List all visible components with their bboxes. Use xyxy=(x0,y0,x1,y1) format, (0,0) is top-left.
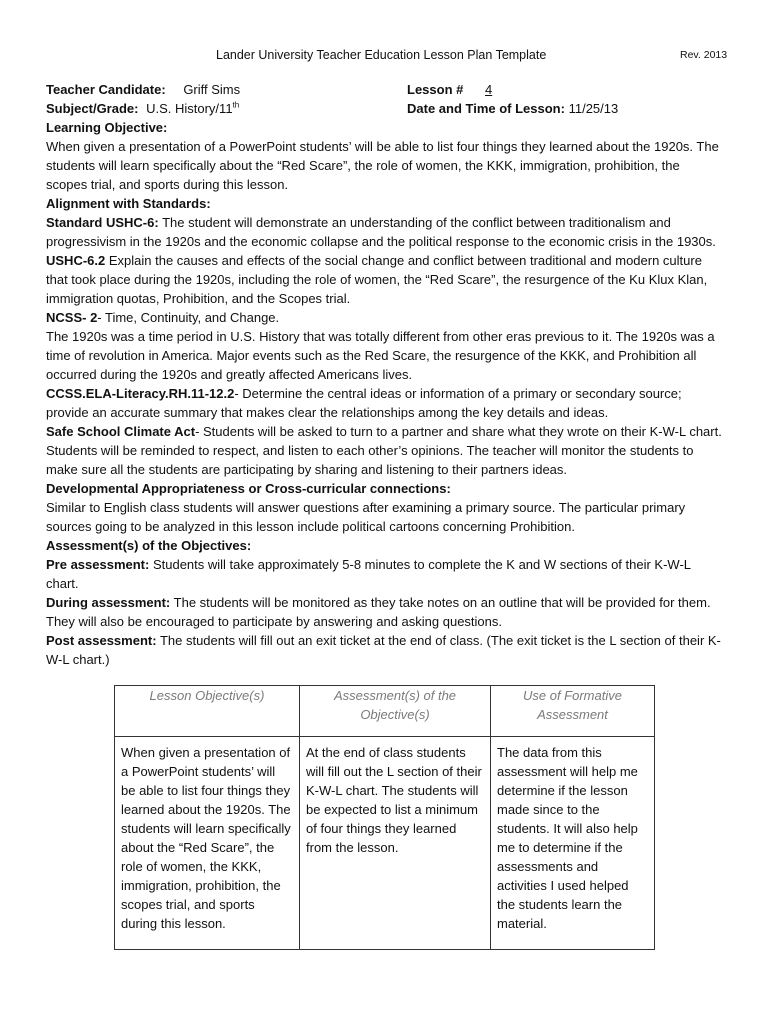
table-header-row xyxy=(115,686,655,737)
grade-suffix: th xyxy=(232,100,240,110)
objective-text: When given a presentation of a PowerPoint students’ will be able to list four things they learned about the 1920s. The students will learn specifically about the “Red Scare”, the role of women, the KKK, immigration, prohibition, the scopes trial, and sports during this lesson. xyxy=(46,139,719,192)
document-title: Lander University Teacher Education Lesson Plan Template xyxy=(216,48,547,62)
table-row xyxy=(115,737,655,950)
standard-text: - Determine the central ideas or information of a primary or secondary source; provide an accurate summary that makes clear the relationships among the key details and ideas. xyxy=(46,386,682,420)
post-assessment xyxy=(46,631,722,669)
standard-ccss xyxy=(46,384,722,422)
standard-text: Explain the causes and effects of the social change and conflict between traditional and modern culture that took place during the 1920s, including the role of women, the “Red Scare”, the resurgence of the Ku Klux Klan, immigration quotas, Prohibition, and the Scopes trial. xyxy=(46,253,708,306)
assessment-heading: Assessment(s) of the Objectives: xyxy=(46,538,252,553)
during-assessment-label: During assessment: xyxy=(46,595,171,610)
teacher-label: Teacher Candidate: xyxy=(46,82,166,97)
standard-ushc-6 xyxy=(46,213,722,251)
during-assessment xyxy=(46,593,722,631)
header-formative-assessment: Use of Formative Assessment xyxy=(491,686,655,737)
post-assessment-label: Post assessment: xyxy=(46,633,157,648)
header-lesson-objectives: Lesson Objective(s) xyxy=(115,686,300,737)
standard-number: - 2 xyxy=(82,310,98,325)
subject-value: U.S. History/11 xyxy=(146,101,233,116)
date-label: Date and Time of Lesson: xyxy=(407,101,565,116)
objectives-table xyxy=(114,685,655,950)
pre-assessment-text: Students will take approximately 5-8 minutes to complete the K and W sections of their K-W-L chart. xyxy=(46,557,691,591)
cell-lesson-objective: When given a presentation of a PowerPoint students’ will be able to list four things they learned about the 1920s. The students will learn specifically about the “Red Scare”, the role of women, the KKK, immigration, prohibition, the scopes trial, and sports during this lesson. xyxy=(115,737,300,950)
safe-school-climate xyxy=(46,422,722,479)
alignment-heading: Alignment with Standards: xyxy=(46,196,211,211)
standard-label: CCSS.ELA-Literacy.RH.11-12.2 xyxy=(46,386,235,401)
standard-text: - Time, Continuity, and Change. xyxy=(97,310,280,325)
safe-school-label: Safe School Climate Act xyxy=(46,424,196,439)
revision-label: Rev. 2013 xyxy=(680,49,728,61)
lesson-label: Lesson # xyxy=(407,82,464,97)
ncss-description: The 1920s was a time period in U.S. History that was totally different from other eras previous to it. The 1920s was a time of revolution in America. Major events such as the Red Scare, the resurgence of the KKK, and Prohibition all occurred during the 1920s and greatly affected Americans lives. xyxy=(46,329,715,382)
cell-assessment: At the end of class students will fill out the L section of their K-W-L chart. The students will be expected to list a minimum of four things they learned from the lesson. xyxy=(300,737,491,950)
standard-text: The student will demonstrate an understanding of the conflict between traditionalism and progressivism in the 1920s and the economic collapse and the political response to the economic crisis in the 1930s. xyxy=(46,215,716,249)
subject-label: Subject/Grade: xyxy=(46,101,139,116)
developmental-heading: Developmental Appropriateness or Cross-curricular connections: xyxy=(46,481,451,496)
lesson-number: 4 xyxy=(484,82,493,97)
lesson-body xyxy=(46,118,722,669)
standard-label: NCSS xyxy=(46,310,83,325)
pre-assessment xyxy=(46,555,722,593)
during-assessment-text: The students will be monitored as they take notes on an outline that will be provided for them. They will also be encouraged to participate by answering and asking questions. xyxy=(46,595,711,629)
header-assessments: Assessment(s) of the Objective(s) xyxy=(300,686,491,737)
cell-formative-use: The data from this assessment will help me determine if the lesson made since to the students. It will also help me to determine if the assessments and activities I used helped the students learn the material. xyxy=(491,737,655,950)
standard-ushc-6-2 xyxy=(46,251,722,308)
objective-heading: Learning Objective: xyxy=(46,120,168,135)
safe-school-text: - Students will be asked to turn to a partner and share what they wrote on their K-W-L chart. Students will be reminded to respect, and listen to each other’s opinions. The teacher will monitor the students to make sure all the students are participating by sharing and listening to their partners ideas. xyxy=(46,424,722,477)
standard-label: USHC-6.2 xyxy=(46,253,106,268)
lesson-meta xyxy=(46,80,736,118)
date-value: 11/25/13 xyxy=(568,101,619,116)
developmental-text: Similar to English class students will answer questions after examining a primary source. The particular primary sources going to be analyzed in this lesson include political cartoons concerning Prohibition. xyxy=(46,500,686,534)
document-header xyxy=(0,48,768,66)
standard-label: Standard USHC-6: xyxy=(46,215,159,230)
post-assessment-text: The students will fill out an exit ticket at the end of class. (The exit ticket is the L section of their K-W-L chart.) xyxy=(46,633,721,667)
pre-assessment-label: Pre assessment: xyxy=(46,557,150,572)
teacher-value: Griff Sims xyxy=(183,82,241,97)
standard-ncss xyxy=(46,308,722,327)
